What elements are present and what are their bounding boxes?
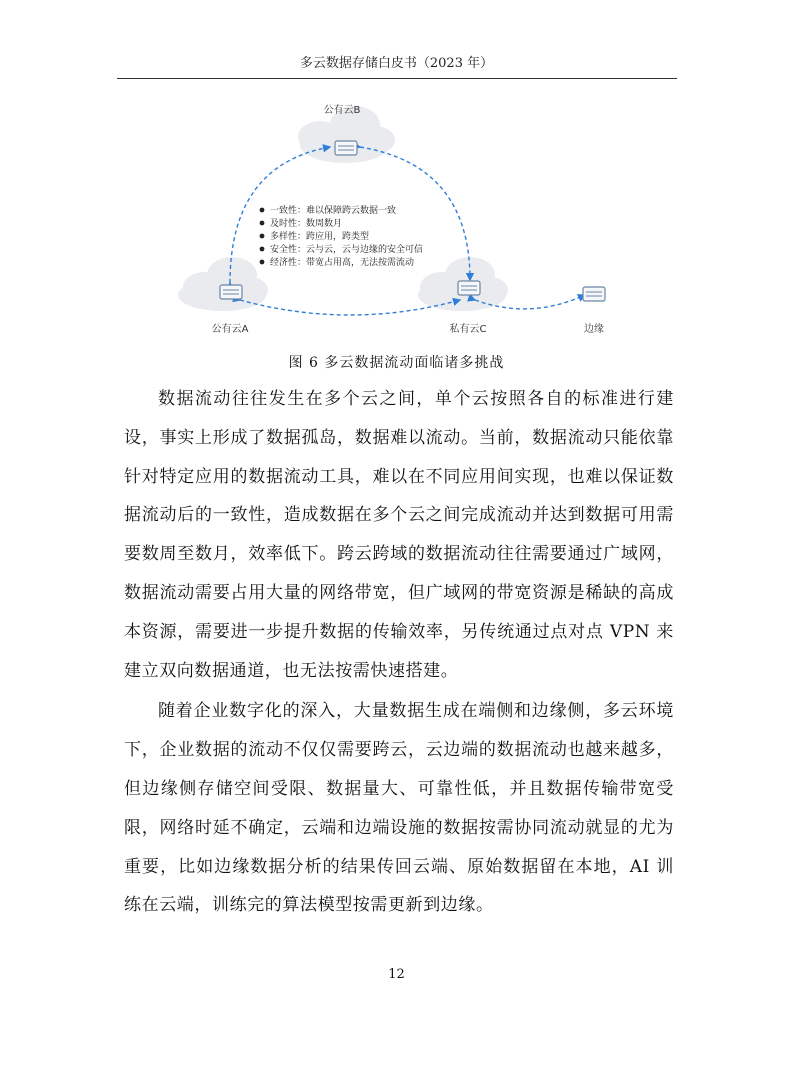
paragraph: 数据流动往往发生在多个云之间，单个云按照各自的标准进行建设，事实上形成了数据孤岛，数据难以流动。当前，数据流动只能依靠针对特定应用的数据流动工具，难以在不同应用间实现，也难以保证数据流动后的一致性，造成数据在多个云之间完成流动并达到数据可用需要数周至数月，效率低下。跨云跨域的数据流动往往需要通过广域网，数据流动需要占用大量的网络带宽，但广域网的带宽资源是稀缺的高成本资源，需要进一步提升数据的传输效率，另传统通过点对点 VPN 来建立双向数据通道，也无法按需快速搭建。 bbox=[124, 389, 674, 681]
label-cloud-b: 公有云B bbox=[323, 105, 361, 116]
bullet-icon bbox=[260, 247, 265, 252]
figure-caption: 图 6 多云数据流动面临诸多挑战 bbox=[288, 355, 505, 371]
label-cloud-c: 私有云C bbox=[449, 324, 487, 335]
challenge-item: 一致性：难以保障跨云数据一致 bbox=[270, 206, 397, 216]
challenge-item: 及时性：数周数月 bbox=[270, 219, 343, 229]
body-text bbox=[124, 380, 674, 927]
page-number: 12 bbox=[388, 967, 405, 982]
label-edge: 边缘 bbox=[584, 324, 604, 335]
challenge-list bbox=[260, 204, 423, 268]
bullet-icon bbox=[260, 234, 265, 239]
page-header: 多云数据存储白皮书（2023 年） bbox=[299, 56, 494, 71]
challenge-item: 经济性：带宽占用高，无法按需流动 bbox=[270, 258, 415, 268]
label-cloud-a: 公有云A bbox=[211, 324, 249, 335]
server-icon bbox=[335, 141, 357, 155]
server-icon bbox=[583, 287, 605, 301]
header-rule bbox=[117, 78, 677, 79]
challenge-item: 多样性：跨应用，跨类型 bbox=[270, 232, 370, 242]
paragraph: 随着企业数字化的深入，大量数据生成在端侧和边缘侧，多云环境下，企业数据的流动不仅仅需要跨云，云边端的数据流动也越来越多，但边缘侧存储空间受限、数据量大、可靠性低，并且数据传输带宽受限，网络时延不确定，云端和边端设施的数据按需协同流动就显的尤为重要，比如边缘数据分析的结果传回云端、原始数据留在本地，AI 训练在云端，训练完的算法模型按需更新到边缘。 bbox=[124, 701, 674, 916]
bullet-icon bbox=[260, 221, 265, 226]
multi-cloud-figure bbox=[170, 95, 630, 340]
bullet-icon bbox=[260, 260, 265, 265]
cloud-a-shape bbox=[178, 257, 268, 311]
bullet-icon bbox=[260, 208, 265, 213]
server-icon bbox=[220, 285, 242, 299]
challenge-item: 安全性：云与云，云与边缘的安全可信 bbox=[270, 245, 424, 255]
server-icon bbox=[458, 281, 480, 295]
